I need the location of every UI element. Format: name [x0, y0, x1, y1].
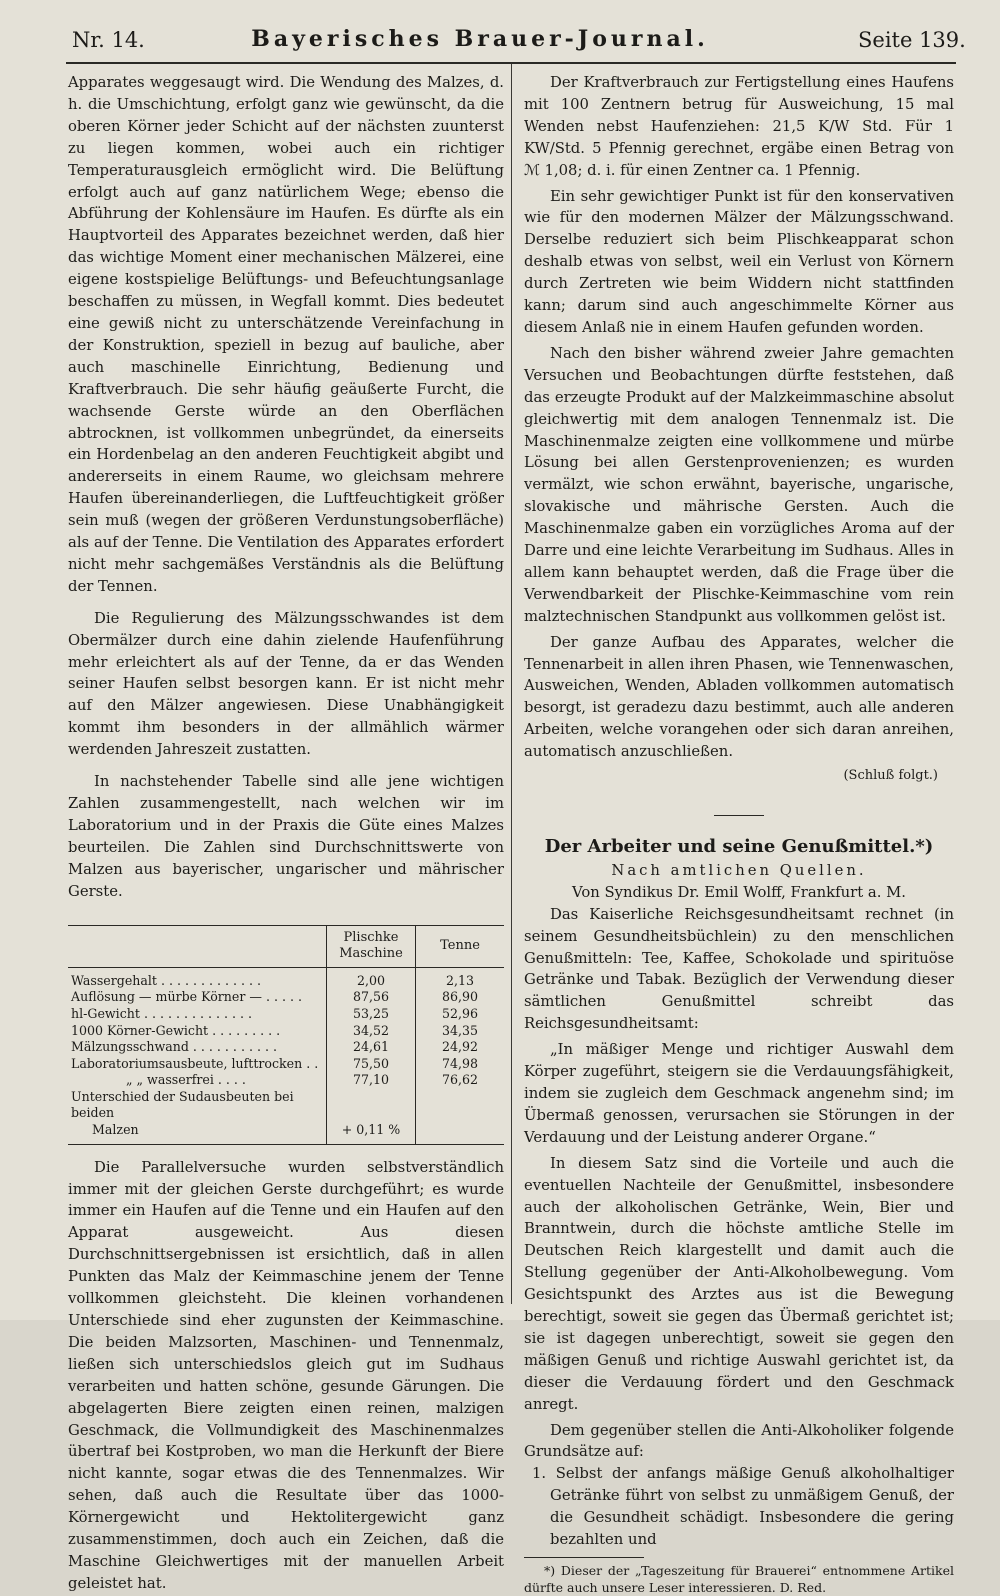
machine-value: 34,52	[327, 1023, 416, 1040]
row-label: 1000 Körner-Gewicht . . . . . . . . .	[71, 1022, 281, 1038]
article-separator	[714, 815, 764, 816]
page-number: Seite 139.	[858, 28, 966, 52]
left-column	[68, 72, 504, 1595]
footnote: *) Dieser der „Tageszeitung für Brauerei“ entnommene Artikel dürfte auch unsere Leser interessieren. D. Red.	[524, 1563, 954, 1595]
row-label: Mälzungsschwand . . . . . . . . . . .	[71, 1039, 277, 1055]
machine-value: + 0,11 %	[327, 1122, 416, 1144]
table-row	[68, 1056, 504, 1073]
col-header-tenne: Tenne	[416, 926, 505, 968]
table-row	[68, 1122, 504, 1144]
table-row	[68, 1089, 504, 1122]
tenne-value: 86,90	[416, 989, 505, 1006]
paragraph: In diesem Satz sind die Vorteile und auch die eventuellen Nachteile der Genußmittel, insbesondere auch der alkoholischen Getränke, Wein, Bier und Branntwein, durch die höchste amtliche Stelle im Deutschen Reich klargestellt und damit auch die Stellung gegenüber der Anti-Alkoholbewegung. Vom Gesichtspunkt des Arztes aus ist die Bewegung berechtigt, soweit sie gegen das Übermaß gerichtet ist; sie ist dagegen unberechtigt, soweit sie gegen den mäßigen Genuß und richtige Auswahl gerichtet ist, da dieser die Verdauung fördert und den Geschmack anregt.	[524, 1154, 954, 1413]
row-label: Auflösung — mürbe Körner — . . . . .	[71, 989, 303, 1005]
table-row	[68, 989, 504, 1006]
column-divider	[511, 64, 512, 1304]
row-label: „ „ wasserfrei . . . .	[126, 1072, 246, 1088]
paragraph: Der Kraftverbrauch zur Fertigstellung eines Haufens mit 100 Zentnern betrug für Ausweichung, 15 mal Wenden nebst Haufenziehen: 21,5 K/W Std. Für 1 KW/Std. 5 Pfennig gerechnet, ergäbe einen Betrag von ℳ 1,08; d. i. für einen Zentner ca. 1 Pfennig.	[524, 74, 954, 179]
right-column	[524, 72, 954, 1596]
article-author: Von Syndikus Dr. Emil Wolff, Frankfurt a. M.	[572, 883, 906, 901]
list-item: 1. Selbst der anfangs mäßige Genuß alkoholhaltiger Getränke führt von selbst zu unmäßigem Genuß, der die Gesundheit schädigt. Insbesondere die gering bezahlten und	[532, 1465, 954, 1549]
paragraph: Die Regulierung des Mälzungsschwandes ist dem Obermälzer durch eine dahin zielende Haufenführung mehr erleichtert als auf der Tenne, da er das Wenden seiner Haufen selbst besorgen kann. Er ist nicht mehr auf den Mälzer angewiesen. Diese Unabhängigkeit kommt ihm besonders in der allmählich wärmer werdenden Jahreszeit zustatten.	[68, 609, 504, 759]
row-label: Laboratoriumsausbeute, lufttrocken . .	[71, 1055, 319, 1071]
machine-value: 87,56	[327, 989, 416, 1006]
tenne-value: 24,92	[416, 1039, 505, 1056]
table-row	[68, 967, 504, 989]
machine-value: 53,25	[327, 1006, 416, 1023]
row-label: Malzen	[92, 1122, 139, 1138]
row-label: Unterschied der Sudausbeuten bei beiden	[71, 1088, 294, 1121]
paragraph: Dem gegenüber stellen die Anti-Alkoholiker folgende Grundsätze auf:	[524, 1421, 954, 1461]
table-row	[68, 1039, 504, 1056]
tenne-value: 2,13	[416, 967, 505, 989]
continued-note: (Schluß folgt.)	[843, 768, 938, 784]
tenne-value: 76,62	[416, 1072, 505, 1089]
col-header-machine: Plischke Maschine	[327, 926, 416, 968]
paragraph: Das Kaiserliche Reichsgesundheitsamt rechnet (in seinem Gesundheitsbüchlein) zu den menschlichen Genußmitteln: Tee, Kaffee, Schokolade und spirituöse Getränke und Tabak. Bezüglich der Verwendung dieser sämtlichen Genußmittel schreibt das Reichsgesundheitsamt:	[524, 905, 954, 1033]
machine-value: 2,00	[327, 967, 416, 989]
malt-comparison-table	[68, 925, 504, 1145]
machine-value: 24,61	[327, 1039, 416, 1056]
paragraph: Ein sehr gewichtiger Punkt ist für den konservativen wie für den modernen Mälzer der Mälzungsschwand. Derselbe reduziert sich beim Plischkeapparat schon deshalb etwas von selbst, weil ein Verlust von Körnern durch Zertreten wie beim Widdern nicht stattfinden kann; darum sind auch angeschimmelte Körner aus diesem Anlaß nie in einem Haufen gefunden worden.	[524, 187, 954, 336]
tenne-value: 74,98	[416, 1056, 505, 1073]
tenne-value	[416, 1089, 505, 1122]
table-row	[68, 1023, 504, 1040]
machine-value: 77,10	[327, 1072, 416, 1089]
issue-number: Nr. 14.	[72, 28, 145, 52]
machine-value: 75,50	[327, 1056, 416, 1073]
tenne-value: 34,35	[416, 1023, 505, 1040]
paragraph: Apparates weggesaugt wird. Die Wendung des Malzes, d. h. die Umschichtung, erfolgt ganz wie gewünscht, da die oberen Körner jeder Schicht auf der nächsten zuunterst zu liegen kommen, wobei auch ein richtiger Temperaturausgleich ermöglicht wird. Die Belüftung erfolgt auch auf ganz natürlichem Wege; ebenso die Abführung der Kohlensäure im Haufen. Es dürfte als ein Hauptvorteil des Apparates bezeichnet werden, daß hier das wichtige Moment einer mechanischen Mälzerei, eine eigene kostspielige Belüftungs- und Befeuchtungsanlage beschaffen zu müssen, in Wegfall kommt. Dies bedeutet eine gewiß nicht zu unterschätzende Vereinfachung in der Konstruktion, speziell in bezug auf bauliche, aber auch maschinelle Einrichtung, Bedienung und Kraftverbrauch. Die sehr häufig geäußerte Furcht, die wachsende Gerste würde an den Oberflächen abtrocknen, ist vollkommen unbegründet, da einerseits ein Hordenbelag an den anderen Feuchtigkeit abgibt und andererseits in einem Raume, wo gleichsam mehrere Haufen übereinanderliegen, die Luftfeuchtigkeit größer sein muß (wegen der größeren Verdunstungsoberfläche) als auf der Tenne. Die Ventilation des Apparates erfordert nicht mehr sachgemäßes Verständnis als die Belüftung der Tennen.	[68, 74, 504, 595]
table-corner	[68, 926, 327, 968]
paragraph: Der ganze Aufbau des Apparates, welcher die Tennenarbeit in allen ihren Phasen, wie Tennenwaschen, Ausweichen, Wenden, Abladen vollkommen automatisch besorgt, ist geradezu dazu bestimmt, auch alle anderen Arbeiten, welche vorangehen oder sich daran anreihen, automatisch anzuschließen.	[524, 633, 954, 761]
journal-title: Bayerisches Brauer-Journal.	[251, 26, 709, 52]
row-label: Wassergehalt . . . . . . . . . . . . .	[71, 972, 262, 988]
row-label: hl-Gewicht . . . . . . . . . . . . . .	[71, 1005, 253, 1021]
paragraph: Nach den bisher während zweier Jahre gemachten Versuchen und Beobachtungen dürfte feststehen, daß das erzeugte Produkt auf der Malzkeimmaschine absolut gleichwertig mit dem analogen Tennenmalz ist. Die Maschinenmalze zeigten eine vollkommene und mürbe Lösung bei allen Gerstenprovenienzen; es wurden vermälzt, wie schon erwähnt, bayerische, ungarische, slovakische und mährische Gersten. Auch die Maschinenmalze gaben ein vorzügliches Aroma auf der Darre und eine leichte Verarbeitung im Sudhaus. Alles in allem kann behauptet werden, daß die Frage über die Verwendbarkeit der Plischke-Keimmaschine vom rein malztechnischen Standpunkt aus vollkommen gelöst ist.	[524, 344, 954, 625]
tenne-value: 52,96	[416, 1006, 505, 1023]
quotation: „In mäßiger Menge und richtiger Auswahl dem Körper zugeführt, steigern sie die Verdauungsfähigkeit, indem sie zugleich dem Geschmack angenehm sind; im Übermaß genossen, verursachen sie Störungen in der Verdauung und der Leistung anderer Organe.“	[524, 1041, 954, 1146]
article-title: Der Arbeiter und seine Genußmittel.*)	[544, 836, 934, 857]
paragraph: Die Parallelversuche wurden selbstverständlich immer mit der gleichen Gerste durchgeführt; es wurde immer ein Haufen auf die Tenne und ein Haufen auf den Apparat ausgeweicht. Aus diesen Durchschnittsergebnissen ist ersichtlich, daß in allen Punkten das Malz der Keimmaschine jenem der Tenne vollkommen gleichsteht. Die kleinen vorhandenen Unterschiede sind eher zugunsten der Keimmaschine. Die beiden Malzsorten, Maschinen- und Tennenmalz, ließen sich unterschiedslos gleich gut im Sudhaus verarbeiten und hatten schöne, gesunde Gärungen. Die abgelagerten Biere zeigten einen reinen, malzigen Geschmack, die Vollmundigkeit des Maschinenmalzes übertraf bei Kostproben, wo man die Herkunft der Biere nicht kannte, sogar etwas die des Tennenmalzes. Wir sehen, daß auch die Resultate über das 1000-Körnergewicht und Hektolitergewicht ganz zusammenstimmen, doch auch ein Zeichen, daß die Maschine Gleichwertiges mit der manuellen Arbeit geleistet hat.	[68, 1158, 504, 1592]
machine-value	[327, 1089, 416, 1122]
table-row	[68, 1072, 504, 1089]
article-subtitle: Nach amtlichen Quellen.	[611, 861, 867, 879]
footnote-rule	[524, 1557, 644, 1558]
paragraph: In nachstehender Tabelle sind alle jene wichtigen Zahlen zusammengestellt, nach welchen wir im Laboratorium und in der Praxis die Güte eines Malzes beurteilen. Die Zahlen sind Durchschnittswerte von Malzen aus bayerischer, ungarischer und mährischer Gerste.	[68, 773, 504, 900]
table-row	[68, 1006, 504, 1023]
tenne-value	[416, 1122, 505, 1144]
